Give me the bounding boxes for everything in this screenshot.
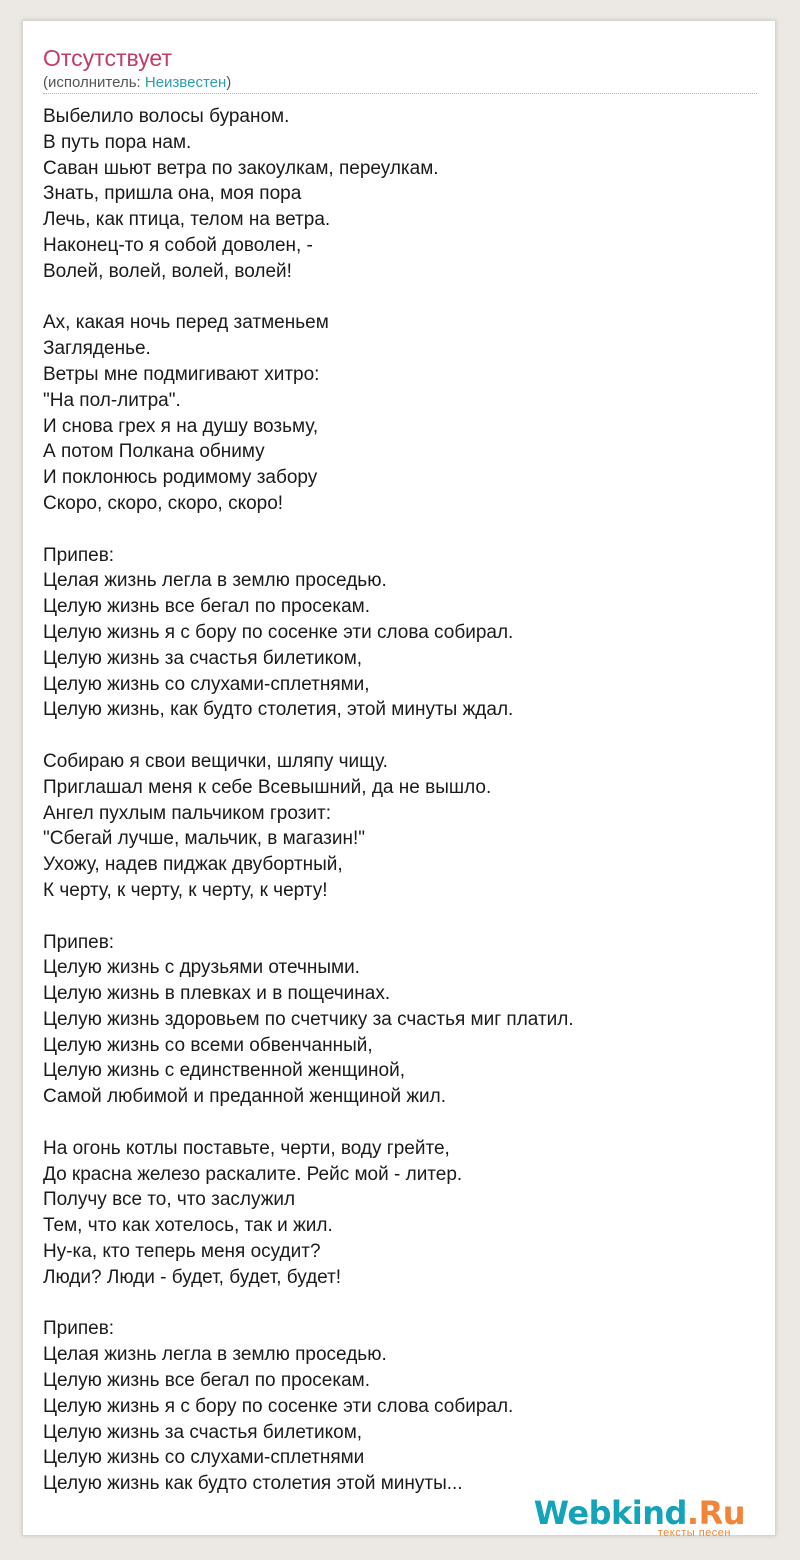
lyrics-text: Выбелило волосы бураном. В путь пора нам. Саван шьют ветра по закоулкам, переулкам. Знать, пришла она, моя пора Лечь, как птица, телом на ветра. Наконец-то я собой доволен, - Волей, волей, волей, волей! Ах, какая ночь перед затменьем Загляденье. Ветры мне подмигивают хитро: "На пол-литра". И снова грех я на душу возьму, А потом Полкана обниму И поклонюсь родимому забору Скоро, скоро, скоро, скоро! Припев: Целая жизнь легла в землю проседью. Целую жизнь все бегал по просекам. Целую жизнь я с бору по сосенке эти слова собирал. Целую жизнь за счастья билетиком, Целую жизнь со слухами-сплетнями, Целую жизнь, как будто столетия, этой минуты ждал. Собираю я свои вещички, шляпу чищу. Приглашал меня к себе Всевышний, да не вышло. Ангел пухлым пальчиком грозит: "Сбегай лучше, мальчик, в магазин!" Ухожу, надев пиджак двубортный, К черту, к черту, к черту, к черту! Припев: Целую жизнь с друзьями отечными. Целую жизнь в плевках и в пощечинах. Целую жизнь здоровьем по счетчику за счастья миг платил. Целую жизнь со всеми обвенчанный, Целую жизнь с единственной женщиной, Самой любимой и преданной женщиной жил. На огонь котлы поставьте, черти, воду грейте, До красна железо раскалите. Рейс мой - литер. Получу все то, что заслужил Тем, что как хотелось, так и жил. Ну-ка, кто теперь меня осудит? Люди? Люди - будет, будет, будет! Припев: Целая жизнь легла в землю проседью. Целую жизнь все бегал по просекам. Целую жизнь я с бору по сосенке эти слова собирал. Целую жизнь за счастья билетиком, Целую жизнь со слухами-сплетнями Целую жизнь как будто столетия этой минуты... (43, 106, 574, 1495)
song-title: Отсутствует (43, 45, 172, 71)
artist-suffix: ) (226, 74, 232, 91)
logo-suffix: .Ru (686, 1494, 745, 1532)
logo-main-text: Webkind (533, 1494, 687, 1532)
artist-line (43, 73, 231, 93)
logo-tagline: тексты песен (657, 1527, 731, 1539)
logo-wordmark (533, 1494, 745, 1532)
artist-prefix: (исполнитель: (43, 74, 145, 91)
artist-link[interactable]: Неизвестен (144, 74, 227, 91)
header-divider (43, 93, 757, 94)
lyrics-card (22, 20, 776, 1539)
site-logo[interactable] (533, 1494, 745, 1539)
